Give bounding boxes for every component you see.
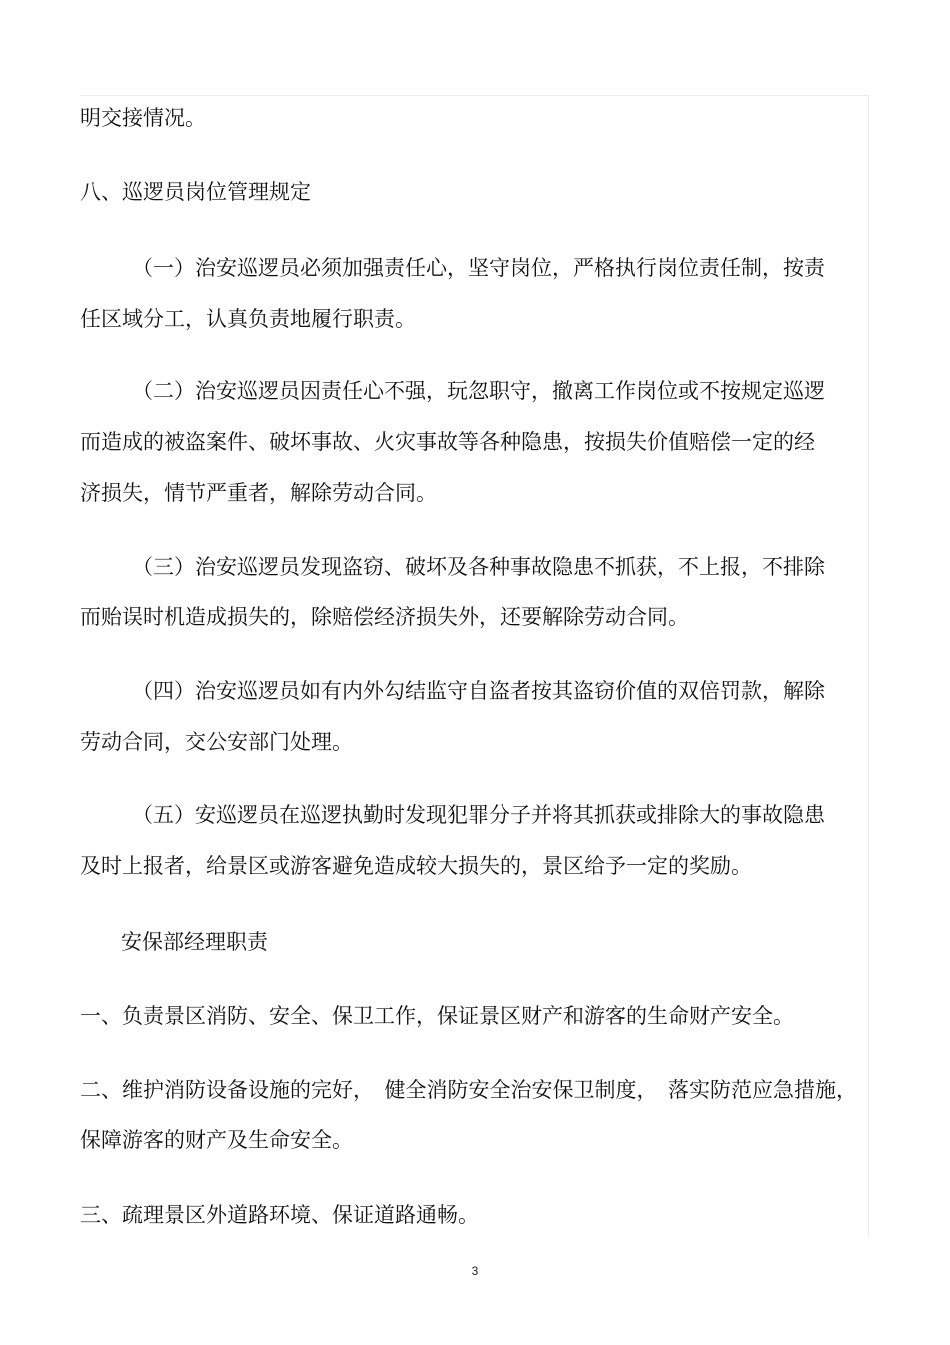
text-line: 而贻误时机造成损失的，除赔偿经济损失外，还要解除劳动合同。 xyxy=(80,605,689,629)
text-line: （三）治安巡逻员发现盗窃、破坏及各种事故隐患不抓获，不上报，不排除 xyxy=(132,555,825,579)
section-heading: 八、巡逻员岗位管理规定 xyxy=(80,180,311,204)
text-line: 保障游客的财产及生命安全。 xyxy=(80,1128,353,1152)
text-line: （一）治安巡逻员必须加强责任心，坚守岗位，严格执行岗位责任制，按责 xyxy=(132,256,825,280)
text-line: 一、负责景区消防、安全、保卫工作，保证景区财产和游客的生命财产安全。 xyxy=(80,1004,794,1028)
text-line: （五）安巡逻员在巡逻执勤时发现犯罪分子并将其抓获或排除大的事故隐患 xyxy=(132,803,825,827)
page-number: 3 xyxy=(471,1264,479,1278)
text-line: 任区域分工，认真负责地履行职责。 xyxy=(80,307,416,331)
section-heading: 安保部经理职责 xyxy=(121,930,268,954)
text-line: 而造成的被盗案件、破坏事故、火灾事故等各种隐患，按损失价值赔偿一定的经 xyxy=(80,430,815,454)
text-line: 三、疏理景区外道路环境、保证道路通畅。 xyxy=(80,1203,479,1227)
text-line: 二、维护消防设备设施的完好， 健全消防安全治安保卫制度， 落实防范应急措施， xyxy=(80,1078,857,1102)
text-line: 劳动合同，交公安部门处理。 xyxy=(80,730,353,754)
text-line: 及时上报者，给景区或游客避免造成较大损失的，景区给予一定的奖励。 xyxy=(80,854,752,878)
text-line: （二）治安巡逻员因责任心不强，玩忽职守，撤离工作岗位或不按规定巡逻 xyxy=(132,379,825,403)
text-line: 济损失，情节严重者，解除劳动合同。 xyxy=(80,481,437,505)
text-line: （四）治安巡逻员如有内外勾结监守自盗者按其盗窃价值的双倍罚款，解除 xyxy=(132,679,825,703)
text-line: 明交接情况。 xyxy=(80,106,206,130)
